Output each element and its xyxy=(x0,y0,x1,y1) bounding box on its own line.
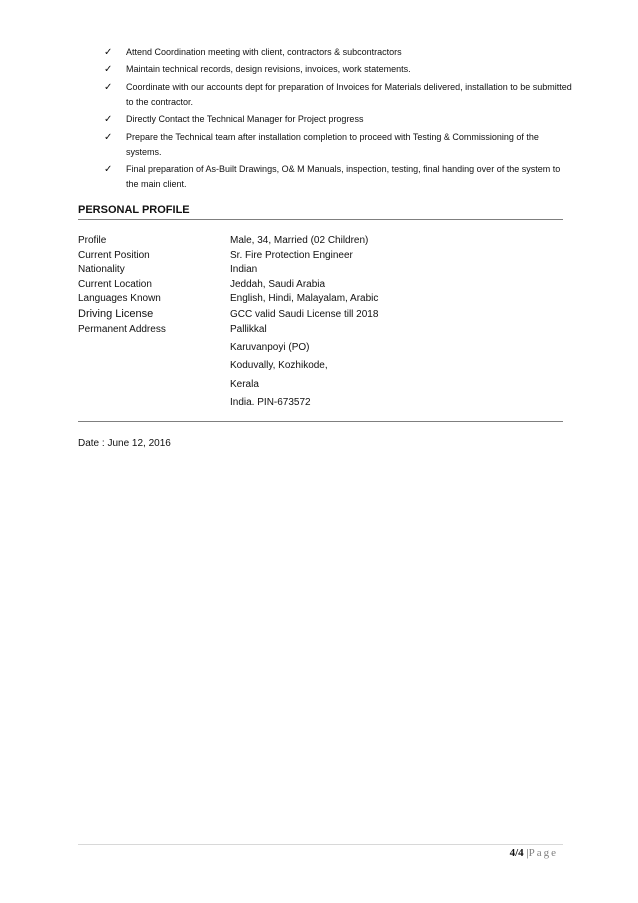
address-line: Kerala xyxy=(230,378,259,390)
address-line: India. PIN-673572 xyxy=(230,397,311,409)
license-row xyxy=(78,307,558,323)
personal-profile-table xyxy=(78,234,558,337)
footer-divider xyxy=(78,844,563,845)
position-row xyxy=(78,249,558,264)
location-value: Jeddah, Saudi Arabia xyxy=(230,278,326,290)
profile-row xyxy=(78,234,558,249)
duty-item xyxy=(104,62,574,77)
personal-profile-heading: PERSONAL PROFILE xyxy=(78,204,190,216)
page-number: 4/4 xyxy=(509,847,524,859)
checkmark-icon: ✓ xyxy=(104,64,113,76)
duty-item xyxy=(104,162,574,192)
address-line: Karuvanpoyi (PO) xyxy=(230,342,310,353)
nationality-value: Indian xyxy=(230,264,258,276)
checkmark-icon: ✓ xyxy=(104,47,113,58)
duty-text: Maintain technical records, design revisions, invoices, work statements. xyxy=(126,64,411,75)
duty-text: Final preparation of As-Built Drawings, O& M Manuals, inspection, testing, final handing over of the system to the main client. xyxy=(126,163,561,189)
duty-text: Attend Coordination meeting with client, contractors & subcontractors xyxy=(126,47,402,57)
page-footer xyxy=(510,846,558,860)
duty-item xyxy=(104,80,574,110)
address-label: Permanent Address xyxy=(78,323,166,335)
profile-label: Profile xyxy=(78,235,107,246)
duty-text: Prepare the Technical team after installation completion to proceed with Testing & Commissioning of the systems. xyxy=(126,131,539,157)
section-divider xyxy=(78,421,563,422)
languages-row xyxy=(78,292,558,307)
position-label: Current Position xyxy=(78,249,150,261)
duty-item xyxy=(104,130,574,160)
page-separator: | xyxy=(526,847,529,859)
date-line: Date : June 12, 2016 xyxy=(78,438,171,449)
profile-value: Male, 34, Married (02 Children) xyxy=(230,235,369,246)
address-line: Koduvally, Kozhikode, xyxy=(230,360,328,372)
license-value: GCC valid Saudi License till 2018 xyxy=(230,308,379,320)
checkmark-icon: ✓ xyxy=(104,81,113,93)
duty-text: Directly Contact the Technical Manager for Project progress xyxy=(126,114,364,125)
license-label: Driving License xyxy=(78,307,154,320)
nationality-row xyxy=(78,263,558,278)
duty-item xyxy=(104,112,574,127)
address-row xyxy=(78,323,558,338)
location-row xyxy=(78,278,558,293)
nationality-label: Nationality xyxy=(78,264,125,276)
page-word: Page xyxy=(528,847,558,859)
languages-label: Languages Known xyxy=(78,293,161,305)
address-value: Pallikkal xyxy=(230,323,267,335)
checkmark-icon: ✓ xyxy=(104,163,113,175)
languages-value: English, Hindi, Malayalam, Arabic xyxy=(230,293,379,305)
position-value: Sr. Fire Protection Engineer xyxy=(230,249,353,261)
duty-text: Coordinate with our accounts dept for preparation of Invoices for Materials delivered, installation to be submitted to the contractor. xyxy=(126,81,572,107)
address-continuation xyxy=(230,339,328,413)
checkmark-icon: ✓ xyxy=(104,131,113,143)
duties-list xyxy=(104,45,574,194)
location-label: Current Location xyxy=(78,278,152,290)
checkmark-icon: ✓ xyxy=(104,114,113,126)
duty-item xyxy=(104,45,574,60)
section-divider xyxy=(78,219,563,220)
